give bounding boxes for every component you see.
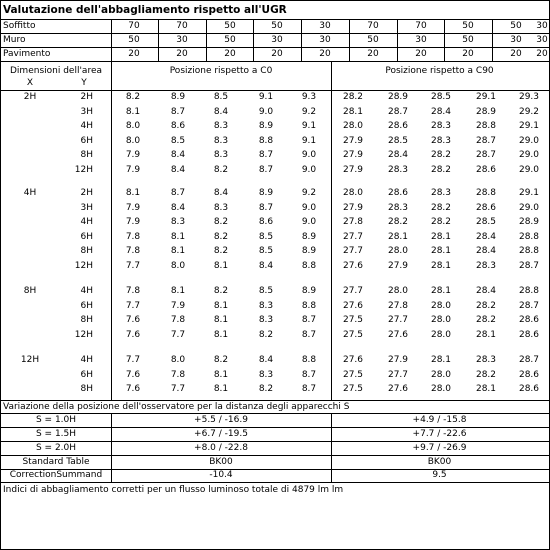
footer-note: Indici di abbagliamento corretti per un flusso luminoso totale di 4879 lm lm (3, 485, 344, 495)
reflectance-label: Soffitto (3, 21, 36, 31)
ugr-value-c0: 8.3 (213, 121, 229, 131)
variation-c0: +8.0 / -22.8 (194, 443, 248, 453)
ugr-value-c0: 8.2 (258, 384, 274, 394)
ugr-value-c90: 28.0 (430, 329, 452, 340)
ugr-value-c0: 7.9 (125, 202, 141, 213)
ugr-value-c90: 28.6 (387, 188, 409, 198)
c90-header: Posizione rispetto a C90 (385, 66, 494, 76)
divider (0, 33, 549, 34)
ugr-value-c0: 8.1 (213, 300, 229, 311)
ugr-value-c0: 8.8 (301, 300, 317, 311)
variation-label: S = 1.5H (35, 429, 77, 439)
ugr-value-c90: 27.7 (342, 231, 364, 242)
y-label: Y (81, 78, 87, 88)
row-y-label: 4H (80, 355, 93, 365)
ugr-value-c0: 8.1 (213, 329, 229, 340)
ugr-value-c90: 29.0 (518, 164, 540, 175)
row-y-label: 12H (74, 329, 93, 340)
divider (0, 427, 549, 428)
row-y-label: 3H (80, 106, 93, 117)
reflectance-value: 30 (319, 21, 331, 31)
ugr-value-c0: 8.3 (213, 202, 229, 213)
ugr-value-c0: 8.1 (125, 188, 141, 198)
ugr-value-c0: 7.6 (125, 384, 141, 394)
ugr-value-c0: 9.1 (301, 135, 317, 146)
ugr-value-c0: 8.5 (258, 286, 274, 296)
ugr-value-c90: 27.7 (342, 246, 364, 256)
ugr-value-c90: 29.0 (518, 150, 540, 160)
ugr-value-c0: 8.4 (258, 355, 274, 365)
row-y-label: 6H (80, 135, 93, 146)
ugr-value-c90: 28.1 (430, 231, 452, 242)
reflectance-value: 50 (462, 35, 474, 45)
row-y-label: 8H (80, 150, 93, 160)
ugr-value-c90: 28.4 (475, 231, 497, 242)
row-y-label: 2H (80, 188, 93, 198)
ugr-value-c0: 8.7 (301, 369, 317, 380)
ugr-value-c90: 27.7 (387, 315, 409, 325)
variation-c0: +5.5 / -16.9 (194, 415, 248, 425)
reflectance-value: 20 (224, 49, 236, 59)
row-y-label: 6H (80, 300, 93, 311)
row-y-label: 8H (80, 246, 93, 256)
ugr-value-c90: 28.7 (518, 260, 540, 271)
variation-c90: +4.9 / -15.8 (412, 415, 467, 425)
ugr-value-c90: 28.8 (518, 231, 540, 242)
ugr-value-c0: 7.7 (125, 260, 141, 271)
ugr-value-c90: 27.6 (387, 329, 409, 340)
column-divider (111, 61, 112, 400)
ugr-value-c0: 8.9 (301, 246, 317, 256)
ugr-value-c0: 8.1 (170, 231, 186, 242)
ugr-value-c90: 28.7 (475, 135, 497, 146)
ugr-value-c90: 27.7 (387, 369, 409, 380)
ugr-value-c0: 8.9 (301, 286, 317, 296)
ugr-value-c0: 8.3 (170, 217, 186, 227)
ugr-value-c0: 9.3 (301, 92, 317, 102)
ugr-value-c90: 28.8 (518, 246, 540, 256)
reflectance-value: 50 (224, 21, 236, 31)
ugr-value-c0: 9.2 (301, 106, 317, 117)
ugr-value-c0: 8.2 (213, 164, 229, 175)
ugr-value-c90: 28.6 (518, 315, 540, 325)
reflectance-value: 20 (415, 49, 427, 59)
ugr-value-c90: 28.5 (475, 217, 497, 227)
correction-c90: 9.5 (432, 470, 447, 480)
ugr-value-c90: 28.1 (342, 106, 364, 117)
ugr-value-c90: 27.5 (342, 369, 364, 380)
divider (0, 400, 549, 401)
ugr-value-c90: 29.0 (518, 135, 540, 146)
ugr-value-c90: 28.6 (518, 384, 540, 394)
ugr-value-c0: 8.0 (125, 135, 141, 146)
ugr-value-c90: 27.9 (342, 135, 364, 146)
ugr-value-c90: 27.6 (387, 384, 409, 394)
ugr-value-c90: 28.1 (475, 384, 497, 394)
ugr-value-c90: 28.9 (387, 92, 409, 102)
ugr-value-c90: 28.3 (430, 135, 452, 146)
reflectance-value: 50 (462, 21, 474, 31)
reflectance-value: 50 (128, 35, 140, 45)
ugr-value-c0: 8.4 (170, 150, 186, 160)
reflectance-value: 50 (367, 35, 379, 45)
reflectance-value: 70 (176, 21, 188, 31)
ugr-value-c0: 7.9 (125, 217, 141, 227)
ugr-value-c0: 8.1 (213, 315, 229, 325)
ugr-value-c90: 28.0 (342, 188, 364, 198)
ugr-value-c90: 28.4 (475, 246, 497, 256)
correction-label: CorrectionSummand (9, 470, 103, 480)
ugr-value-c0: 7.8 (125, 246, 141, 256)
ugr-value-c0: 8.0 (125, 121, 141, 131)
ugr-value-c0: 8.9 (301, 231, 317, 242)
ugr-value-c0: 8.6 (258, 217, 274, 227)
ugr-value-c90: 27.8 (342, 217, 364, 227)
variation-label: S = 2.0H (35, 443, 77, 453)
ugr-value-c90: 28.0 (342, 121, 364, 131)
ugr-value-c90: 27.5 (342, 329, 364, 340)
ugr-value-c0: 7.7 (125, 300, 141, 311)
ugr-value-c0: 8.2 (213, 231, 229, 242)
ugr-value-c90: 28.3 (475, 260, 497, 271)
ugr-value-c0: 8.2 (213, 355, 229, 365)
ugr-value-c90: 28.1 (387, 231, 409, 242)
ugr-value-c90: 28.1 (475, 329, 497, 340)
ugr-value-c90: 28.3 (430, 121, 452, 131)
ugr-value-c0: 8.4 (213, 188, 229, 198)
ugr-value-c0: 8.3 (258, 315, 274, 325)
ugr-value-c0: 8.4 (170, 164, 186, 175)
ugr-value-c90: 28.8 (475, 121, 497, 131)
ugr-value-c90: 28.2 (430, 164, 452, 175)
ugr-value-c0: 8.1 (170, 246, 186, 256)
divider (0, 47, 549, 48)
reflectance-value: 30 (319, 35, 331, 45)
ugr-value-c0: 9.1 (258, 92, 274, 102)
ugr-value-c90: 28.4 (475, 286, 497, 296)
ugr-value-c90: 28.2 (475, 300, 497, 311)
ugr-value-c0: 7.7 (170, 329, 186, 340)
ugr-value-c90: 28.6 (518, 369, 540, 380)
reflectance-value: 70 (367, 21, 379, 31)
ugr-value-c90: 27.7 (342, 286, 364, 296)
ugr-value-c0: 8.1 (213, 384, 229, 394)
ugr-value-c90: 28.3 (430, 188, 452, 198)
ugr-value-c90: 28.6 (518, 329, 540, 340)
ugr-value-c90: 28.2 (430, 150, 452, 160)
ugr-value-c0: 7.6 (125, 315, 141, 325)
column-divider (331, 61, 332, 400)
ugr-value-c0: 8.7 (170, 188, 186, 198)
ugr-value-c90: 27.5 (342, 315, 364, 325)
ugr-value-c0: 8.9 (258, 188, 274, 198)
ugr-value-c90: 28.7 (387, 106, 409, 117)
ugr-value-c90: 28.3 (387, 202, 409, 213)
ugr-value-c90: 27.6 (342, 260, 364, 271)
reflectance-value: 30 (536, 21, 548, 31)
ugr-value-c0: 7.7 (170, 384, 186, 394)
ugr-value-c0: 8.9 (170, 92, 186, 102)
ugr-value-c90: 28.0 (430, 369, 452, 380)
variation-title: Variazione della posizione dell'osservatore per la distanza degli apparecchi S (3, 402, 350, 412)
ugr-value-c90: 27.9 (342, 164, 364, 175)
ugr-value-c0: 8.7 (301, 384, 317, 394)
ugr-value-c0: 9.0 (301, 202, 317, 213)
group-x-label: 12H (20, 355, 40, 365)
row-y-label: 6H (80, 369, 93, 380)
standard-table-label: Standard Table (22, 457, 90, 467)
ugr-value-c0: 8.7 (301, 315, 317, 325)
ugr-value-c0: 8.5 (170, 135, 186, 146)
ugr-value-c0: 7.7 (125, 355, 141, 365)
group-x-label: 2H (23, 92, 37, 102)
reflectance-value: 50 (271, 21, 283, 31)
ugr-value-c90: 28.7 (475, 150, 497, 160)
row-y-label: 12H (74, 164, 93, 175)
ugr-value-c90: 28.2 (387, 217, 409, 227)
reflectance-label: Muro (3, 35, 26, 45)
ugr-value-c90: 29.0 (518, 202, 540, 213)
ugr-value-c90: 28.2 (342, 92, 364, 102)
ugr-value-c0: 8.3 (213, 150, 229, 160)
ugr-value-c0: 8.7 (258, 202, 274, 213)
ugr-value-c90: 29.3 (518, 92, 540, 102)
ugr-value-c0: 8.5 (213, 92, 229, 102)
ugr-value-c90: 28.0 (430, 315, 452, 325)
ugr-value-c0: 8.9 (258, 121, 274, 131)
ugr-value-c90: 29.1 (518, 121, 540, 131)
ugr-value-c0: 8.7 (301, 329, 317, 340)
ugr-value-c90: 28.8 (518, 286, 540, 296)
ugr-value-c0: 8.2 (213, 217, 229, 227)
ugr-value-c0: 8.4 (213, 106, 229, 117)
ugr-value-c90: 27.9 (387, 355, 409, 365)
reflectance-value: 70 (415, 21, 427, 31)
ugr-value-c0: 8.8 (301, 260, 317, 271)
ugr-value-c0: 8.7 (170, 106, 186, 117)
ugr-value-c90: 28.7 (518, 300, 540, 311)
row-y-label: 4H (80, 121, 93, 131)
divider (0, 61, 549, 62)
divider (0, 413, 549, 414)
ugr-value-c90: 27.9 (342, 202, 364, 213)
ugr-value-c90: 29.1 (475, 92, 497, 102)
ugr-value-c0: 7.8 (170, 315, 186, 325)
variation-c0: +6.7 / -19.5 (194, 429, 248, 439)
group-x-label: 8H (23, 286, 37, 296)
ugr-value-c90: 28.0 (387, 286, 409, 296)
ugr-value-c90: 28.2 (430, 217, 452, 227)
ugr-value-c0: 9.2 (301, 188, 317, 198)
ugr-value-c0: 8.2 (213, 286, 229, 296)
reflectance-value: 30 (536, 35, 548, 45)
ugr-value-c90: 27.9 (342, 150, 364, 160)
ugr-value-c0: 9.0 (301, 150, 317, 160)
ugr-value-c0: 7.9 (170, 300, 186, 311)
ugr-value-c0: 8.2 (258, 329, 274, 340)
ugr-value-c90: 28.1 (430, 260, 452, 271)
ugr-value-c0: 7.9 (125, 150, 141, 160)
divider (0, 90, 549, 91)
ugr-value-c90: 27.5 (342, 384, 364, 394)
ugr-value-c90: 27.6 (342, 300, 364, 311)
standard-table-c90: BK00 (427, 457, 452, 467)
ugr-value-c0: 8.1 (213, 369, 229, 380)
ugr-value-c0: 8.3 (258, 369, 274, 380)
reflectance-value: 20 (319, 49, 331, 59)
ugr-value-c0: 8.1 (170, 286, 186, 296)
reflectance-label: Pavimento (3, 49, 51, 59)
ugr-value-c90: 28.3 (387, 164, 409, 175)
ugr-value-c0: 9.0 (301, 217, 317, 227)
ugr-value-c90: 29.1 (518, 188, 540, 198)
ugr-value-c90: 28.5 (430, 92, 452, 102)
ugr-value-c0: 8.3 (258, 300, 274, 311)
reflectance-value: 30 (176, 35, 188, 45)
ugr-value-c0: 8.3 (213, 135, 229, 146)
reflectance-value: 50 (510, 21, 522, 31)
variation-label: S = 1.0H (35, 415, 77, 425)
divider (0, 441, 549, 442)
ugr-value-c90: 28.8 (475, 188, 497, 198)
row-y-label: 4H (80, 286, 93, 296)
ugr-value-c90: 28.2 (430, 202, 452, 213)
ugr-value-c0: 8.8 (301, 355, 317, 365)
row-y-label: 8H (80, 384, 93, 394)
ugr-value-c90: 28.6 (387, 121, 409, 131)
divider (0, 19, 549, 20)
row-y-label: 2H (80, 92, 93, 102)
reflectance-value: 30 (271, 35, 283, 45)
ugr-value-c90: 28.3 (475, 355, 497, 365)
ugr-value-c90: 27.6 (342, 355, 364, 365)
ugr-value-c90: 28.4 (430, 106, 452, 117)
ugr-value-c90: 28.0 (387, 246, 409, 256)
area-header: Dimensioni dell'area (10, 66, 102, 76)
ugr-value-c0: 7.6 (125, 369, 141, 380)
reflectance-value: 30 (415, 35, 427, 45)
ugr-value-c0: 8.0 (170, 355, 186, 365)
ugr-value-c0: 8.4 (258, 260, 274, 271)
ugr-value-c90: 28.4 (387, 150, 409, 160)
ugr-value-c0: 8.6 (170, 121, 186, 131)
reflectance-value: 20 (510, 49, 522, 59)
reflectance-value: 20 (367, 49, 379, 59)
row-y-label: 3H (80, 202, 93, 213)
row-y-label: 8H (80, 315, 93, 325)
ugr-value-c0: 7.8 (125, 286, 141, 296)
ugr-value-c0: 8.1 (213, 260, 229, 271)
reflectance-value: 20 (128, 49, 140, 59)
ugr-value-c0: 8.1 (125, 106, 141, 117)
ugr-value-c0: 9.1 (301, 121, 317, 131)
ugr-value-c90: 28.0 (430, 300, 452, 311)
row-y-label: 4H (80, 217, 93, 227)
ugr-value-c0: 9.0 (258, 106, 274, 117)
ugr-value-c90: 28.9 (518, 217, 540, 227)
ugr-value-c0: 7.8 (125, 231, 141, 242)
ugr-value-c0: 8.2 (125, 92, 141, 102)
table-title: Valutazione dell'abbagliamento rispetto all'UGR (3, 4, 287, 16)
ugr-value-c90: 28.9 (475, 106, 497, 117)
row-y-label: 6H (80, 231, 93, 242)
reflectance-value: 50 (224, 35, 236, 45)
group-x-label: 4H (23, 188, 37, 198)
reflectance-value: 70 (128, 21, 140, 31)
ugr-value-c0: 8.8 (258, 135, 274, 146)
row-y-label: 12H (74, 260, 93, 271)
reflectance-value: 20 (462, 49, 474, 59)
ugr-value-c90: 27.9 (387, 260, 409, 271)
ugr-value-c0: 8.7 (258, 150, 274, 160)
reflectance-value: 20 (271, 49, 283, 59)
ugr-value-c90: 28.2 (475, 315, 497, 325)
ugr-value-c90: 28.1 (430, 355, 452, 365)
ugr-value-c90: 28.5 (387, 135, 409, 146)
ugr-value-c0: 7.9 (125, 164, 141, 175)
reflectance-value: 20 (176, 49, 188, 59)
ugr-value-c90: 28.7 (518, 355, 540, 365)
standard-table-c0: BK00 (209, 457, 233, 467)
ugr-value-c90: 28.1 (430, 246, 452, 256)
variation-c90: +7.7 / -22.6 (412, 429, 467, 439)
ugr-value-c90: 29.2 (518, 106, 540, 117)
c0-header: Posizione rispetto a C0 (169, 66, 273, 76)
correction-c0: -10.4 (209, 470, 233, 480)
ugr-value-c0: 8.4 (170, 202, 186, 213)
variation-c90: +9.7 / -26.9 (412, 443, 467, 453)
ugr-value-c0: 8.7 (258, 164, 274, 175)
ugr-value-c90: 28.6 (475, 164, 497, 175)
divider (0, 482, 549, 483)
divider (0, 455, 549, 456)
ugr-value-c90: 28.1 (430, 286, 452, 296)
ugr-value-c90: 27.8 (387, 300, 409, 311)
x-label: X (26, 78, 34, 88)
ugr-value-c0: 7.8 (170, 369, 186, 380)
ugr-value-c90: 28.0 (430, 384, 452, 394)
ugr-value-c90: 28.2 (475, 369, 497, 380)
ugr-value-c0: 9.0 (301, 164, 317, 175)
ugr-value-c0: 8.5 (258, 246, 274, 256)
reflectance-value: 20 (536, 49, 548, 59)
ugr-value-c0: 8.2 (213, 246, 229, 256)
ugr-value-c0: 8.0 (170, 260, 186, 271)
ugr-value-c0: 7.6 (125, 329, 141, 340)
ugr-value-c0: 8.5 (258, 231, 274, 242)
ugr-value-c90: 28.6 (475, 202, 497, 213)
reflectance-value: 30 (510, 35, 522, 45)
